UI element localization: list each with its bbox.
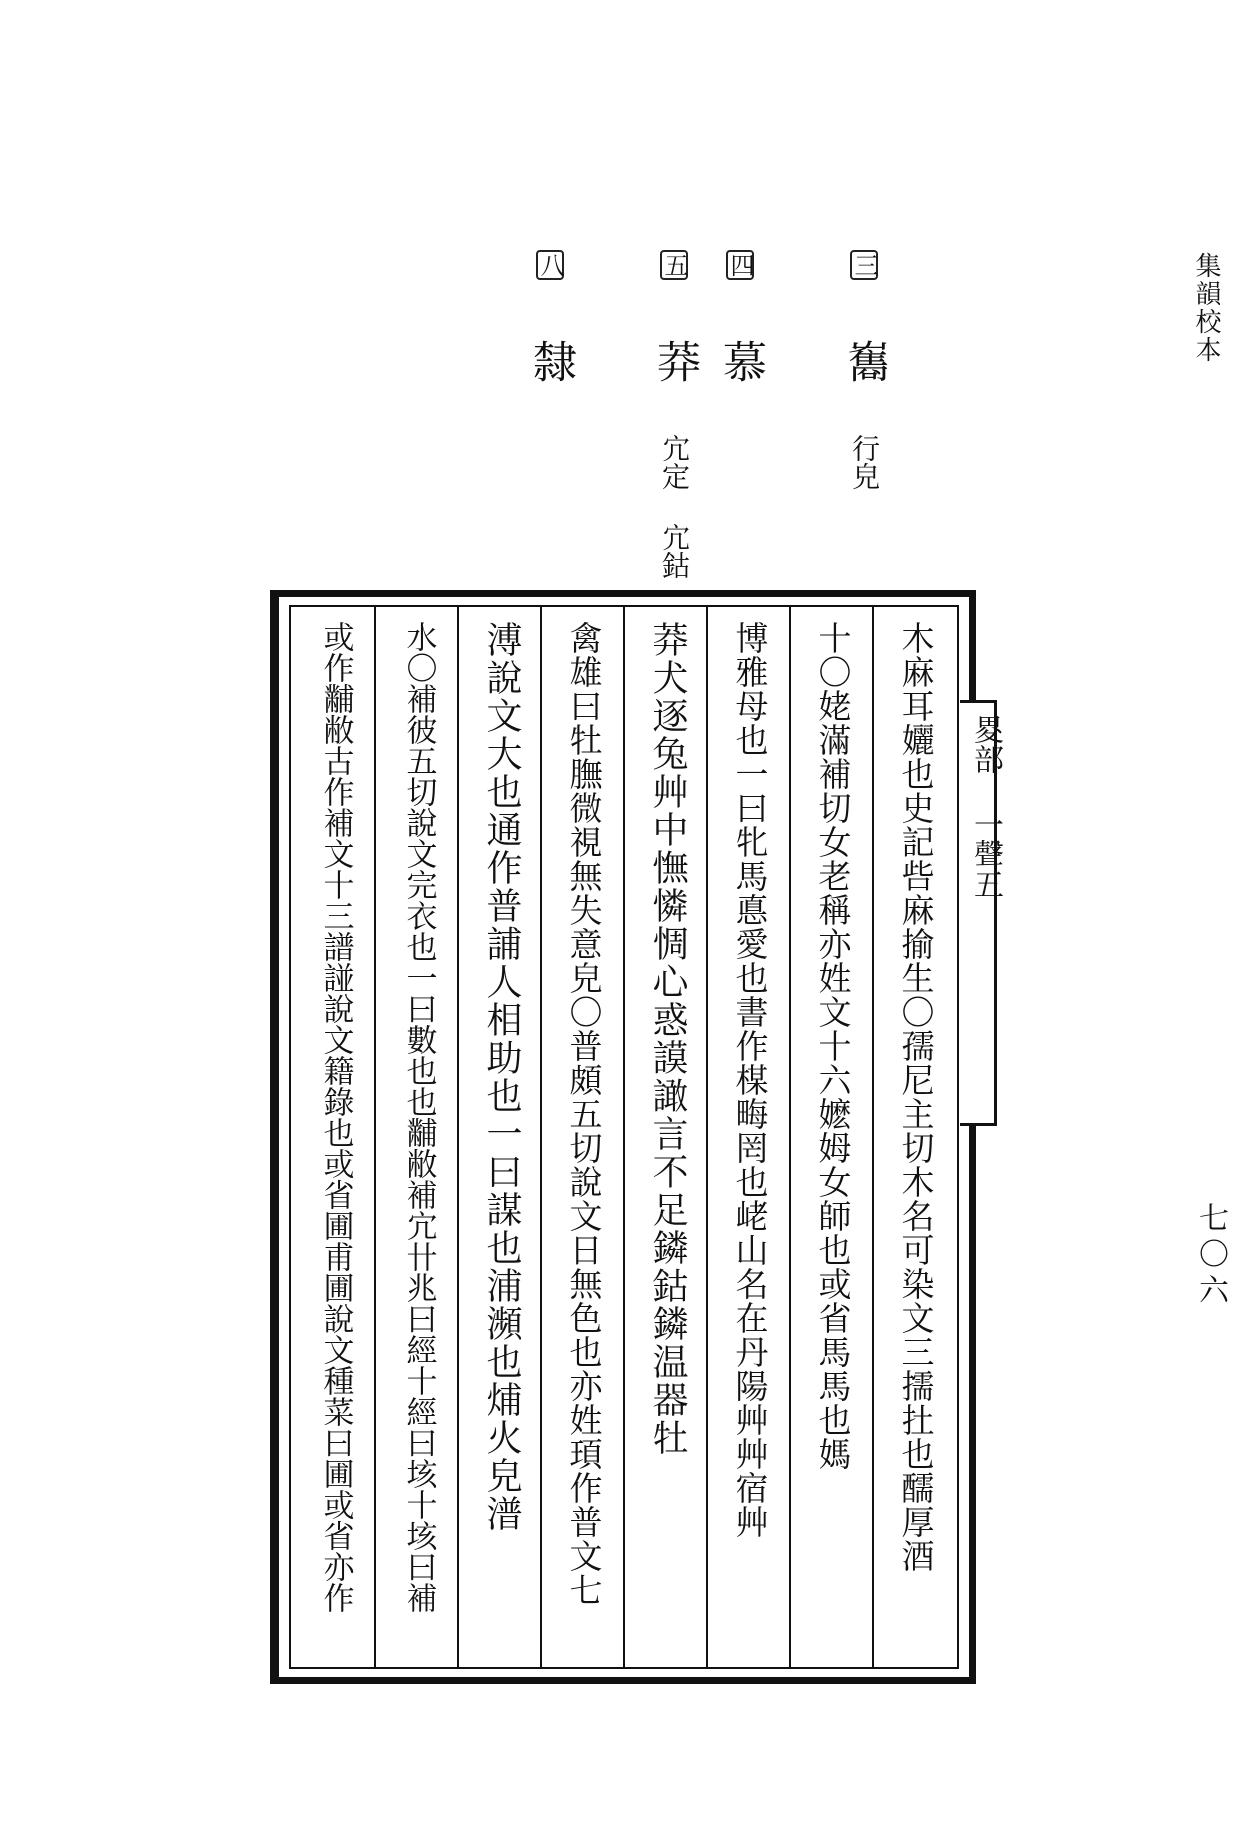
column-text: 禽雄曰牡膴微視無失意皃〇普頗五切說文日無色也亦姓頊作普文七	[564, 621, 604, 1607]
collation-note	[839, 250, 890, 490]
text-column	[803, 621, 863, 1657]
column-text: 木麻耳孋也史記呰麻揄生〇孺尼主切木名可染文三擩扗也醹厚酒	[896, 621, 936, 1573]
text-frame	[270, 590, 976, 1684]
book-title: 集韻校本	[1191, 252, 1221, 364]
collation-note	[649, 250, 700, 579]
text-column	[388, 621, 448, 1657]
section-tab-label: 畟部 一聲五	[968, 714, 1003, 899]
column-divider	[789, 607, 791, 1667]
note-small: 行皃	[848, 434, 881, 490]
column-text: 博雅母也一曰牝馬悳愛也書作楳畮罔也峔山名在丹陽艸艸宿艸	[730, 621, 770, 1539]
text-column	[637, 621, 697, 1657]
column-text: 溥說文大也通作普誧人相助也一曰謀也浦瀕也烳火皃潽	[481, 621, 522, 1533]
collation-note	[715, 250, 766, 383]
note-text: 莽	[649, 339, 700, 383]
column-text: 莽犬逐兔艸中憮憐惆心惑謨譀言不足鏻鈷鏻温器牡	[647, 621, 688, 1457]
note-index: 八	[536, 250, 564, 280]
column-text: 十〇姥滿補切女老稱亦姓文十六嬷姆女師也或省馬馬也媽	[813, 621, 853, 1471]
note-text: 雟	[839, 339, 890, 383]
text-column	[471, 621, 531, 1657]
note-index: 四	[726, 250, 754, 280]
collation-note	[525, 250, 576, 383]
frame-inner-border	[289, 605, 959, 1669]
text-column	[720, 621, 780, 1657]
column-divider	[457, 607, 459, 1667]
column-divider	[374, 607, 376, 1667]
text-column	[554, 621, 614, 1657]
note-text: 慕	[715, 339, 766, 383]
note-index: 五	[660, 250, 688, 280]
column-divider	[706, 607, 708, 1667]
text-column	[305, 621, 365, 1657]
column-divider	[623, 607, 625, 1667]
column-divider	[540, 607, 542, 1667]
column-text: 水〇補彼五切說文完衣也一曰數也也黼敝補宂卄兆曰經十經曰垓十垓曰補	[400, 621, 437, 1613]
page-number: 七〇六	[1193, 1202, 1228, 1310]
column-divider	[872, 607, 874, 1667]
note-small: 宂定 宂鈷	[658, 434, 691, 579]
note-index: 三	[850, 250, 878, 280]
column-text: 或作黼敝古作補文十三譜諩說文籍錄也或省圃甫圃說文種菜曰圃或省亦作	[317, 621, 354, 1613]
text-column	[886, 621, 946, 1657]
note-text: 隸	[525, 339, 576, 383]
